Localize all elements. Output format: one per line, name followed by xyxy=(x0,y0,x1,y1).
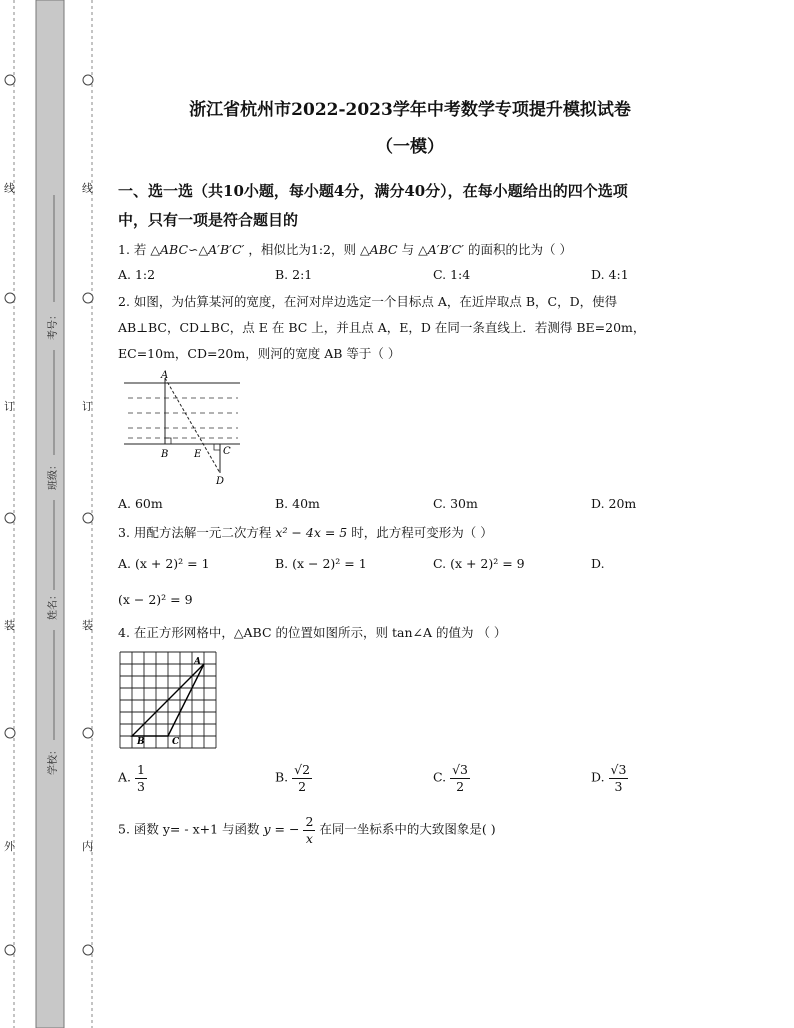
q3-option-c[interactable]: C. (x + 2)² = 9 xyxy=(433,556,525,571)
question-2-line2: AB⊥BC，CD⊥BC，点 E 在 BC 上，并且点 A，E，D 在同一条直线上．若测得 BE=20m， xyxy=(118,320,646,335)
grid-label-b: B xyxy=(137,737,145,747)
q1-ratio-text: ，相似比为1:2，则 xyxy=(248,242,357,257)
inner-char-xian: 线 xyxy=(82,182,93,195)
q1-triangle-abc: △ABC xyxy=(360,242,398,257)
q4-option-c-letter: C. xyxy=(433,769,447,785)
inner-char-nei: 内 xyxy=(82,840,93,853)
q4-option-d[interactable] xyxy=(591,762,628,794)
label-b: B xyxy=(161,449,169,460)
outer-char-zhuang: 装 xyxy=(4,619,15,632)
q5-function: y = − xyxy=(263,821,300,837)
segment-ad xyxy=(165,378,220,473)
label-d: D xyxy=(216,476,225,487)
right-angle-b xyxy=(165,438,171,444)
section-heading-line1: 一、选一选（共10小题，每小题4分，满分40分），在每小题给出的四个选项 xyxy=(118,182,628,200)
q4-option-a[interactable] xyxy=(118,762,147,794)
q4-option-b[interactable] xyxy=(275,762,312,794)
grid-label-c: C xyxy=(172,737,180,747)
exam-title-line1: 浙江省杭州市2022-2023学年中考数学专项提升模拟试卷 xyxy=(189,100,631,120)
question-4-stem: 4. 在正方形网格中，△ABC 的位置如图所示，则 tan∠A 的值为 （ ） xyxy=(118,625,507,640)
label-c: C xyxy=(223,446,231,457)
outer-char-wai: 外 xyxy=(4,840,15,853)
q1-similar-triangles: △ABC∽△A′B′C′ xyxy=(150,242,245,257)
q1-option-a[interactable]: A. 1:2 xyxy=(118,267,156,282)
q3-equation: x² − 4x = 5 xyxy=(275,525,348,540)
exam-number-field: 考号： xyxy=(48,310,59,340)
q4-option-d-letter: D. xyxy=(591,769,605,785)
question-2-line3: EC=10m，CD=20m，则河的宽度 AB 等于（ ） xyxy=(118,346,401,361)
q5-stem-end: 在同一坐标系中的大致图象是( ) xyxy=(319,821,496,837)
q4-option-a-letter: A. xyxy=(118,769,132,785)
q2-option-a[interactable]: A. 60m xyxy=(118,496,163,511)
q4-option-b-letter: B. xyxy=(275,769,289,785)
q2-option-b[interactable]: B. 40m xyxy=(275,496,320,511)
q2-option-d[interactable]: D. 20m xyxy=(591,496,637,511)
class-field: 班级： xyxy=(48,460,59,490)
q1-and: 与 xyxy=(401,242,415,257)
q3-stem-start: 3. 用配方法解一元二次方程 xyxy=(118,525,272,540)
exam-title-line2: （一模） xyxy=(376,137,444,157)
q1-option-d[interactable]: D. 4:1 xyxy=(591,267,629,282)
q3-option-d-label[interactable]: D. xyxy=(591,556,605,571)
q1-triangle-abc-prime: △A′B′C′ xyxy=(418,242,465,257)
q2-option-c[interactable]: C. 30m xyxy=(433,496,478,511)
label-e: E xyxy=(194,449,202,460)
question-3-stem xyxy=(118,523,493,541)
school-field: 学校： xyxy=(48,745,59,775)
outer-char-xian: 线 xyxy=(4,182,15,195)
q4-option-a-fraction: $\frac{1}{3}$ xyxy=(137,762,145,794)
q5-fraction: $\frac{2}{x}$ xyxy=(305,814,314,846)
q1-option-c[interactable]: C. 1:4 xyxy=(433,267,471,282)
q3-stem-end: 时，此方程可变形为（ ） xyxy=(351,525,493,540)
q4-option-b-fraction: $\frac{√2}{2}$ xyxy=(294,762,311,794)
inner-char-ding: 订 xyxy=(82,400,93,413)
river-figure xyxy=(120,368,245,490)
q1-tail: 的面积的比为（ ） xyxy=(468,242,572,257)
inner-char-zhuang: 装 xyxy=(82,619,93,632)
grid-figure xyxy=(118,650,220,750)
right-angle-c xyxy=(214,444,220,450)
q5-stem-start: 5. 函数 y= - x+1 与函数 xyxy=(118,821,260,837)
q1-number: 1. 若 xyxy=(118,242,147,257)
q4-option-d-fraction: $\frac{√3}{3}$ xyxy=(610,762,627,794)
q4-option-c-fraction: $\frac{√3}{2}$ xyxy=(452,762,468,794)
question-5-stem xyxy=(118,814,496,846)
q3-option-b[interactable]: B. (x − 2)² = 1 xyxy=(275,556,367,571)
grid-label-a: A xyxy=(194,657,201,667)
question-1-stem xyxy=(118,240,572,258)
question-2-line1: 2. 如图，为估算某河的宽度，在河对岸边选定一个目标点 A，在近岸取点 B，C，D，使得 xyxy=(118,294,618,309)
section-heading-line2: 中，只有一项是符合题目的 xyxy=(118,211,299,229)
outer-char-ding: 订 xyxy=(4,400,15,413)
name-field: 姓名： xyxy=(48,590,59,620)
label-a: A xyxy=(161,370,169,381)
q3-option-a[interactable]: A. (x + 2)² = 1 xyxy=(118,556,210,571)
q4-option-c[interactable] xyxy=(433,762,470,794)
q3-option-d-value: (x − 2)² = 9 xyxy=(118,592,193,607)
q1-option-b[interactable]: B. 2:1 xyxy=(275,267,313,282)
